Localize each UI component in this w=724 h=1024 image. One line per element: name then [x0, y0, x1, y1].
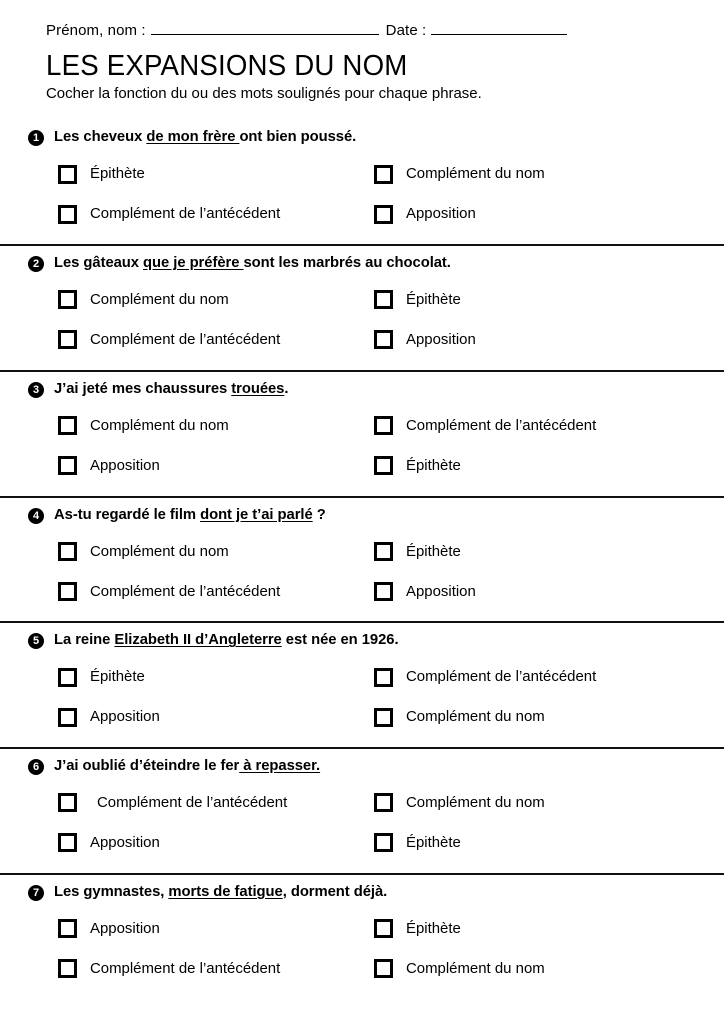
answer-option-label: Apposition: [90, 919, 160, 937]
question-header: [0, 498, 724, 525]
answer-option-label: Épithète: [90, 165, 145, 183]
sentence-underlined-segment: à repasser.: [239, 758, 321, 775]
checkbox-icon[interactable]: [374, 582, 393, 601]
question-header: [0, 246, 724, 273]
sentence-text-after: .: [284, 380, 289, 397]
answer-options-grid: [0, 902, 724, 999]
answer-option-label: Apposition: [406, 582, 476, 600]
answer-option-label: Complément du nom: [406, 708, 545, 726]
answer-option-label: Épithète: [406, 834, 461, 852]
checkbox-icon[interactable]: [374, 708, 393, 727]
question-block: [0, 621, 724, 747]
student-identity-line: [46, 22, 724, 39]
question-block: [0, 120, 724, 244]
checkbox-icon[interactable]: [58, 708, 77, 727]
answer-option-label: Complément du nom: [406, 959, 545, 977]
question-number-badge: 2: [28, 256, 44, 272]
answer-option[interactable]: [322, 697, 724, 737]
checkbox-icon[interactable]: [58, 582, 77, 601]
answer-option[interactable]: [322, 194, 724, 234]
question-sentence: [54, 758, 320, 776]
question-sentence: [54, 632, 399, 650]
sentence-text-before: Les cheveux: [54, 129, 147, 146]
answer-option-label: Complément du nom: [406, 165, 545, 183]
question-sentence: [54, 507, 326, 525]
checkbox-icon[interactable]: [374, 833, 393, 852]
checkbox-icon[interactable]: [374, 416, 393, 435]
sentence-text-after: est née en 1926.: [281, 632, 399, 649]
question-number-badge: 1: [28, 130, 44, 146]
question-sentence: [54, 129, 356, 147]
answer-options-grid: [0, 650, 724, 747]
checkbox-icon[interactable]: [374, 542, 393, 561]
answer-options-grid: [0, 399, 724, 496]
answer-option-label: Complément du nom: [406, 794, 545, 812]
name-label: Prénom, nom :: [46, 22, 146, 39]
question-sentence: [54, 255, 451, 273]
sentence-text-before: Les gâteaux: [54, 255, 144, 272]
question-header: [0, 875, 724, 902]
answer-option[interactable]: [0, 531, 322, 571]
answer-option-label: Complément de l’antécédent: [90, 205, 281, 223]
question-number-badge: 6: [28, 759, 44, 775]
sentence-text-after: ont bien poussé.: [239, 129, 357, 146]
answer-option[interactable]: [0, 571, 322, 611]
answer-options-grid: [0, 776, 724, 873]
page-title: LES EXPANSIONS DU NOM: [46, 50, 408, 82]
answer-option[interactable]: [322, 154, 724, 194]
question-header: [0, 372, 724, 399]
sentence-text-before: Les gymnastes,: [54, 883, 169, 900]
question-block: [0, 496, 724, 622]
sentence-text-before: As-tu regardé le film: [54, 506, 201, 523]
sentence-underlined-segment: trouées: [231, 380, 285, 397]
checkbox-icon[interactable]: [58, 456, 77, 475]
question-number-badge: 3: [28, 382, 44, 398]
answer-option-label: Complément de l’antécédent: [406, 416, 597, 434]
checkbox-icon[interactable]: [374, 205, 393, 224]
answer-option-label: Complément de l’antécédent: [406, 668, 597, 686]
name-input-blank[interactable]: [151, 22, 379, 35]
answer-option[interactable]: [0, 949, 322, 989]
question-header: [0, 623, 724, 650]
answer-option[interactable]: [322, 909, 724, 949]
date-input-blank[interactable]: [431, 22, 567, 35]
sentence-text-before: J’ai jeté mes chaussures: [54, 380, 232, 397]
question-number-badge: 5: [28, 633, 44, 649]
checkbox-icon[interactable]: [58, 833, 77, 852]
question-block: [0, 370, 724, 496]
sentence-text-after: , dorment déjà.: [282, 883, 388, 900]
answer-option-label: Complément de l’antécédent: [90, 582, 281, 600]
answer-option[interactable]: [0, 783, 322, 823]
date-label: Date :: [385, 22, 427, 39]
answer-option-label: Apposition: [90, 456, 160, 474]
answer-option-label: Épithète: [90, 668, 145, 686]
answer-option[interactable]: [0, 823, 322, 863]
questions-list: [0, 120, 724, 998]
answer-option-label: Apposition: [90, 834, 160, 852]
answer-option[interactable]: [0, 909, 322, 949]
answer-options-grid: [0, 273, 724, 370]
checkbox-icon[interactable]: [58, 165, 77, 184]
answer-option[interactable]: [322, 320, 724, 360]
answer-option-label: Épithète: [406, 919, 461, 937]
question-number-badge: 7: [28, 885, 44, 901]
checkbox-icon[interactable]: [374, 456, 393, 475]
question-block: [0, 873, 724, 999]
worksheet-header: [0, 0, 724, 102]
question-header: [0, 749, 724, 776]
checkbox-icon[interactable]: [374, 165, 393, 184]
answer-option-label: Complément du nom: [90, 416, 229, 434]
answer-option[interactable]: [0, 446, 322, 486]
answer-option[interactable]: [322, 446, 724, 486]
answer-option[interactable]: [322, 949, 724, 989]
checkbox-icon[interactable]: [58, 330, 77, 349]
answer-option-label: Épithète: [406, 542, 461, 560]
sentence-underlined-segment: de mon frère: [146, 129, 240, 146]
answer-option-label: Complément de l’antécédent: [97, 794, 288, 812]
sentence-underlined-segment: Elizabeth II d’Angleterre: [114, 632, 282, 649]
checkbox-icon[interactable]: [58, 919, 77, 938]
checkbox-icon[interactable]: [58, 793, 77, 812]
answer-option[interactable]: [0, 280, 322, 320]
answer-options-grid: [0, 524, 724, 621]
checkbox-icon[interactable]: [374, 959, 393, 978]
checkbox-icon[interactable]: [374, 793, 393, 812]
answer-option[interactable]: [322, 531, 724, 571]
question-header: [0, 120, 724, 147]
checkbox-icon[interactable]: [374, 919, 393, 938]
sentence-text-after: ?: [312, 506, 326, 523]
answer-option[interactable]: [0, 406, 322, 446]
question-sentence: [54, 884, 387, 902]
answer-option[interactable]: [0, 697, 322, 737]
sentence-text-before: J’ai oublié d’éteindre le fer: [54, 758, 240, 775]
checkbox-icon[interactable]: [58, 416, 77, 435]
page-instructions: Cocher la fonction du ou des mots soulignés pour chaque phrase.: [46, 84, 482, 102]
answer-option-label: Complément de l’antécédent: [90, 331, 281, 349]
checkbox-icon[interactable]: [58, 205, 77, 224]
question-block: [0, 747, 724, 873]
answer-options-grid: [0, 147, 724, 244]
sentence-underlined-segment: que je préfère: [143, 255, 244, 272]
answer-option-label: Apposition: [406, 205, 476, 223]
answer-option-label: Apposition: [90, 708, 160, 726]
checkbox-icon[interactable]: [58, 959, 77, 978]
sentence-text-before: La reine: [54, 632, 115, 649]
answer-option[interactable]: [0, 320, 322, 360]
checkbox-icon[interactable]: [374, 668, 393, 687]
question-number-badge: 4: [28, 508, 44, 524]
answer-option[interactable]: [322, 280, 724, 320]
answer-option[interactable]: [0, 154, 322, 194]
answer-option-label: Complément du nom: [90, 291, 229, 309]
sentence-underlined-segment: dont je t’ai parlé: [200, 506, 313, 523]
answer-option[interactable]: [322, 783, 724, 823]
answer-option-label: Apposition: [406, 331, 476, 349]
answer-option[interactable]: [0, 657, 322, 697]
sentence-text-after: sont les marbrés au chocolat.: [243, 255, 451, 272]
answer-option[interactable]: [0, 194, 322, 234]
answer-option[interactable]: [322, 571, 724, 611]
checkbox-icon[interactable]: [374, 290, 393, 309]
answer-option-label: Complément de l’antécédent: [90, 959, 281, 977]
question-sentence: [54, 381, 288, 399]
answer-option[interactable]: [322, 657, 724, 697]
checkbox-icon[interactable]: [58, 290, 77, 309]
answer-option[interactable]: [322, 823, 724, 863]
sentence-underlined-segment: morts de fatigue: [168, 883, 283, 900]
answer-option-label: Complément du nom: [90, 542, 229, 560]
answer-option-label: Épithète: [406, 291, 461, 309]
answer-option-label: Épithète: [406, 456, 461, 474]
checkbox-icon[interactable]: [58, 668, 77, 687]
question-block: [0, 244, 724, 370]
answer-option[interactable]: [322, 406, 724, 446]
checkbox-icon[interactable]: [374, 330, 393, 349]
checkbox-icon[interactable]: [58, 542, 77, 561]
